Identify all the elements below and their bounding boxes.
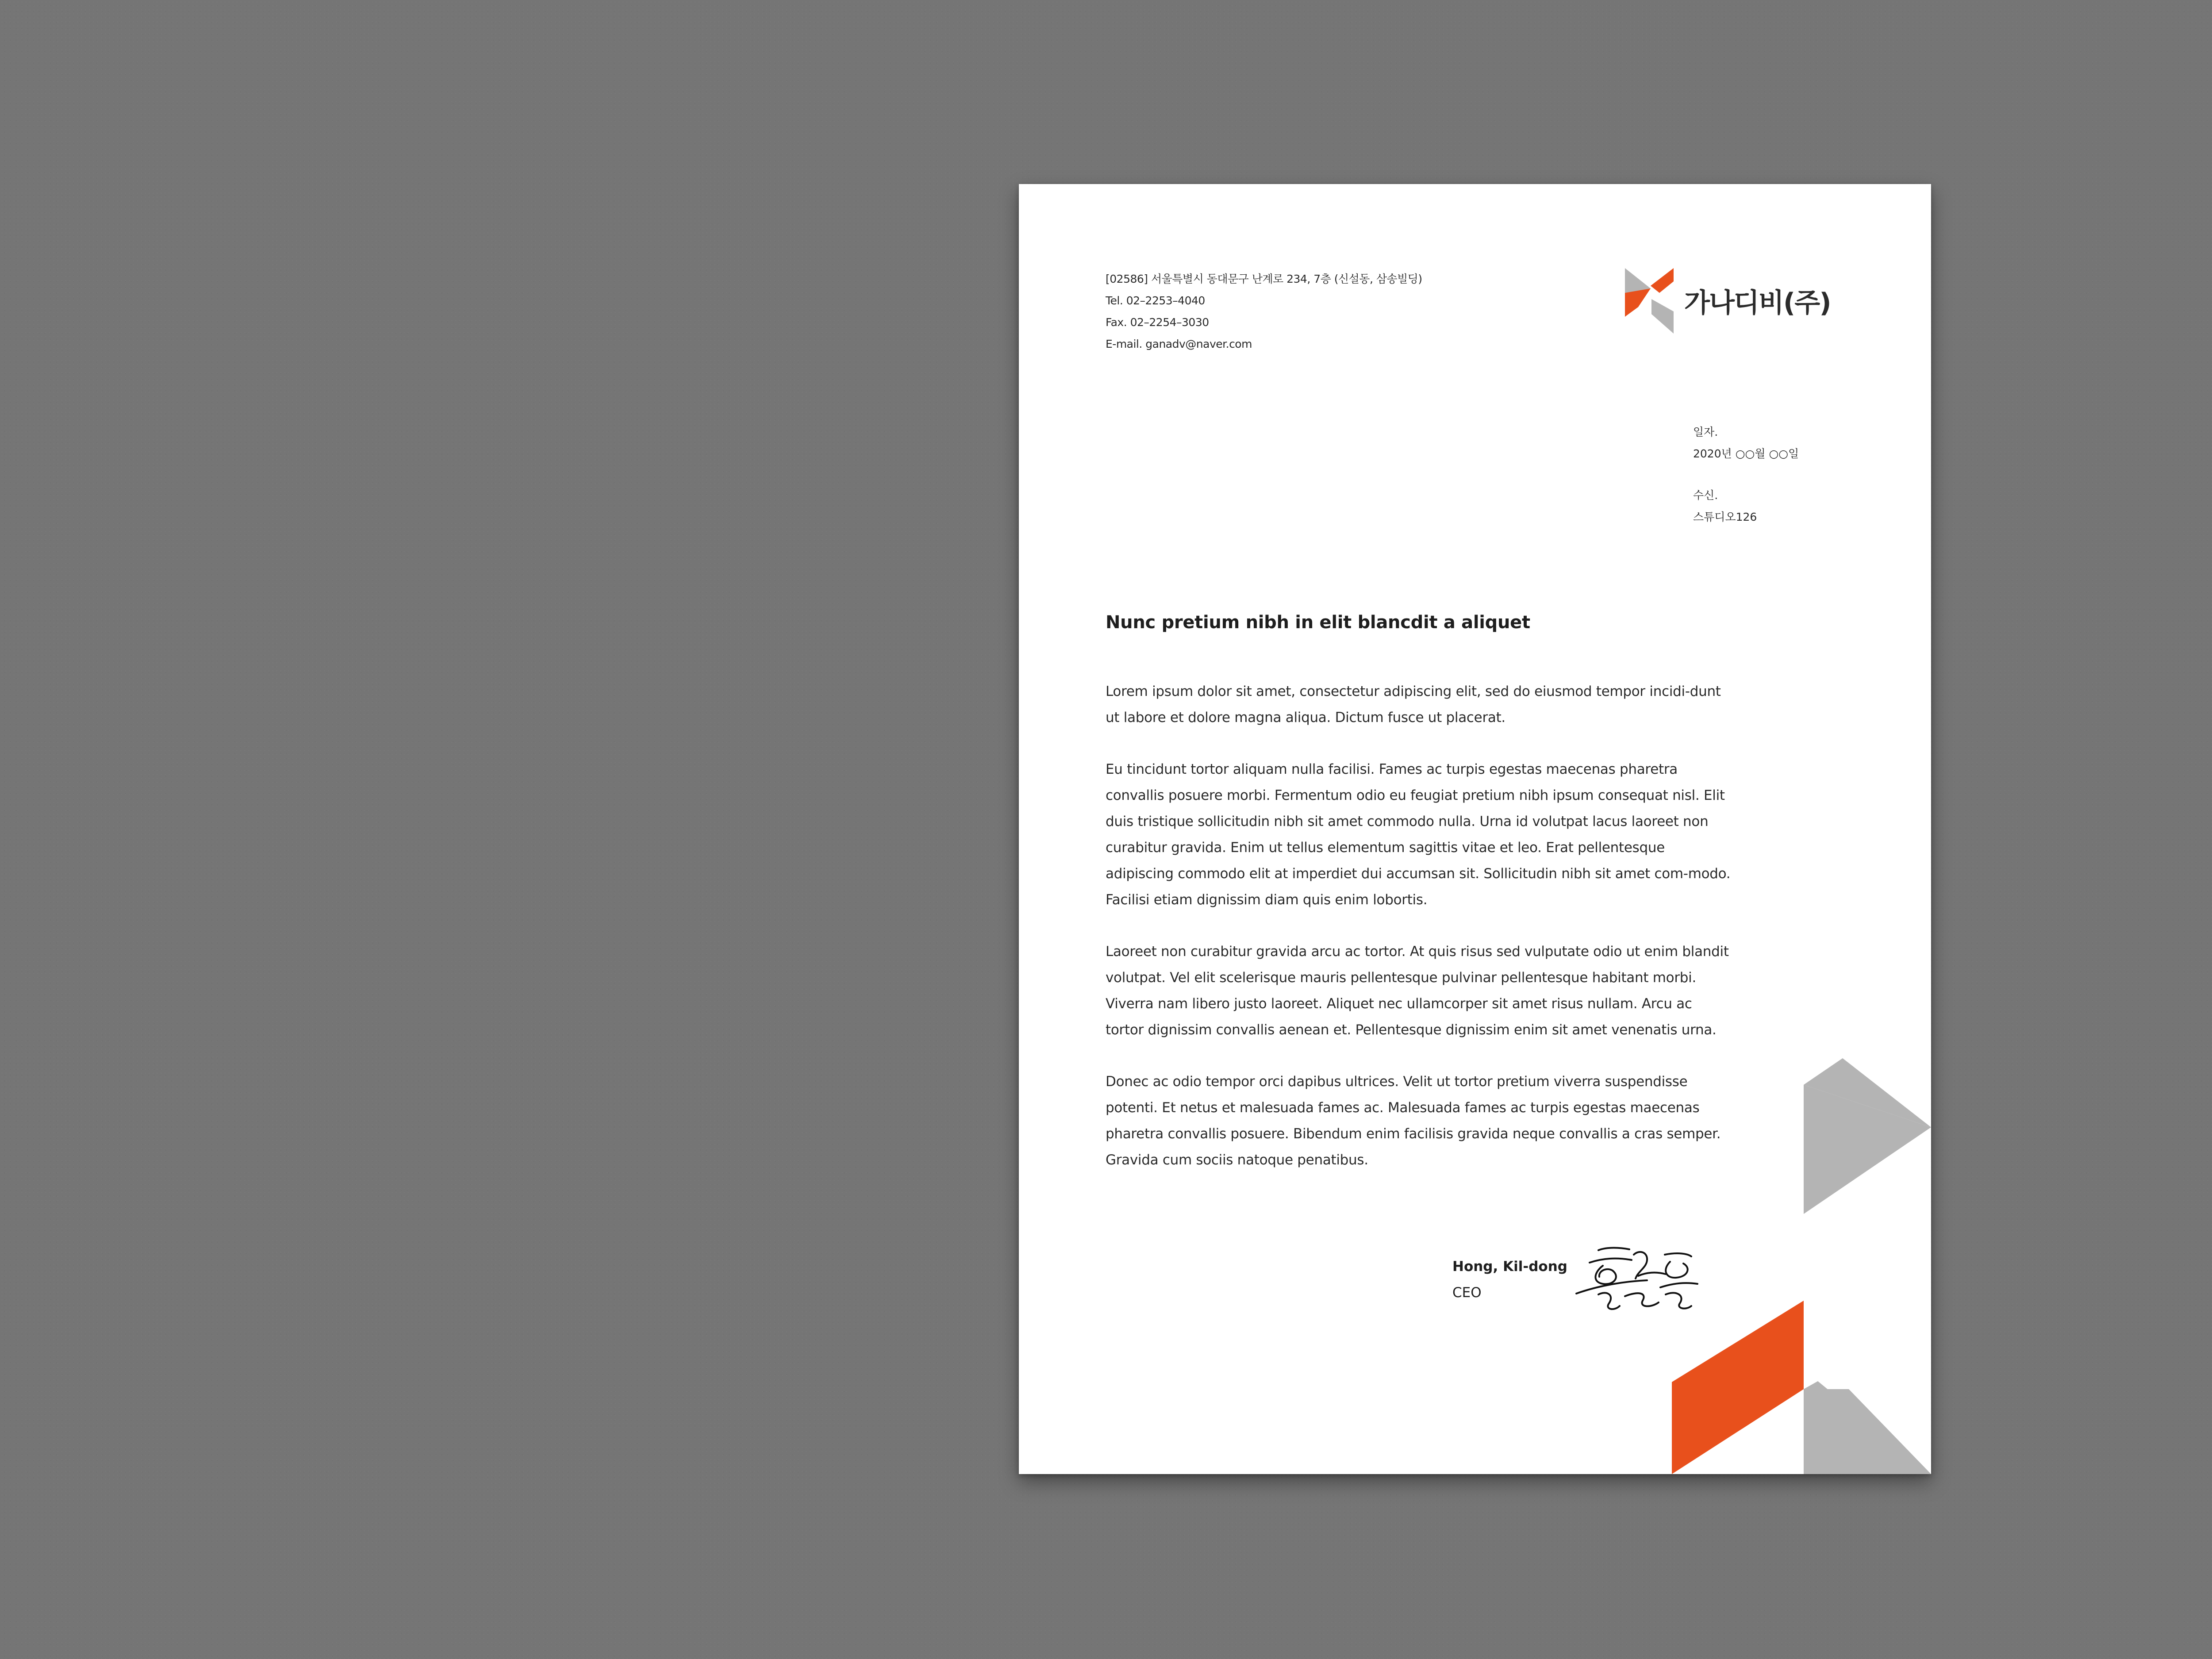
tel-line: Tel. 02–2253–4040 (1106, 294, 1205, 307)
letter-title: Nunc pretium nibh in elit blancdit a aliquet (1106, 612, 1530, 633)
email-line: E-mail. ganadv@naver.com (1106, 338, 1252, 350)
date-label: 일자. (1693, 426, 1718, 438)
contact-block (1106, 268, 1422, 355)
paragraph: Lorem ipsum dolor sit amet, consectetur adipiscing elit, sed do eiusmod tempor incidi-dunt ut labore et dolore magna aliqua. Dictum fusce ut placerat. (1106, 684, 1721, 726)
fax-line: Fax. 02–2254–3030 (1106, 316, 1209, 329)
handwritten-signature (1572, 1241, 1700, 1317)
paragraph: Laoreet non curabitur gravida arcu ac tortor. At quis risus sed vulputate odio ut enim blandit volutpat. Vel elit scelerisque mauris pellentesque pulvinar pellentesque habitant morbi. Viverra nam libero justo laoreet. Aliquet nec ullamcorper sit amet risus nullam. Arcu ac tortor dignissim convallis aenean et. Pellentesque dignissim enim sit amet venenatis urna. (1106, 944, 1729, 1038)
company-logo (1625, 268, 1831, 334)
gray-triangle-upper (1804, 1085, 1931, 1214)
recipient-value: 스튜디오126 (1693, 511, 1757, 523)
signer-block (1452, 1254, 1567, 1306)
company-logo-icon (1625, 268, 1677, 334)
letterhead-sheet (1019, 184, 1931, 1474)
signer-title: CEO (1452, 1285, 1482, 1301)
orange-parallelogram (1672, 1301, 1804, 1474)
address-line: [02586] 서울특별시 동대문구 난계로 234, 7층 (신설동, 삼송빌딩) (1106, 273, 1422, 285)
gray-wedge-lower (1804, 1381, 1931, 1474)
company-name: 가나디비(주) (1684, 288, 1831, 319)
meta-block (1693, 421, 1799, 528)
gray-chevron-top (1804, 1058, 1931, 1127)
paragraph: Eu tincidunt tortor aliquam nulla facilisi. Fames ac turpis egestas maecenas pharetra convallis posuere morbi. Fermentum odio eu feugiat pretium nibh ipsum consequat nisl. Elit duis tristique sollicitudin nibh sit amet commodo nulla. Urna id volutpat lacus laoreet non curabitur gravida. Enim ut tellus elementum sagittis vitae et leo. Erat pellentesque adipiscing commodo elit at imperdiet dui accumsan sit. Sollicitudin nibh sit amet com-modo. Facilisi etiam dignissim diam quis enim lobortis. (1106, 761, 1731, 908)
letter-body (1106, 679, 1734, 1199)
recipient-label: 수신. (1693, 489, 1718, 502)
date-value: 2020년 ○○월 ○○일 (1693, 447, 1799, 460)
gray-triangle-lower (1804, 1389, 1931, 1474)
signer-name: Hong, Kil-dong (1452, 1259, 1567, 1275)
paragraph: Donec ac odio tempor orci dapibus ultrices. Velit ut tortor pretium viverra suspendisse potenti. Et netus et malesuada fames ac. Malesuada fames ac turpis egestas maecenas pharetra convallis posuere. Bibendum enim facilisis gravida neque convallis a cras semper. Gravida cum sociis natoque penatibus. (1106, 1074, 1721, 1168)
